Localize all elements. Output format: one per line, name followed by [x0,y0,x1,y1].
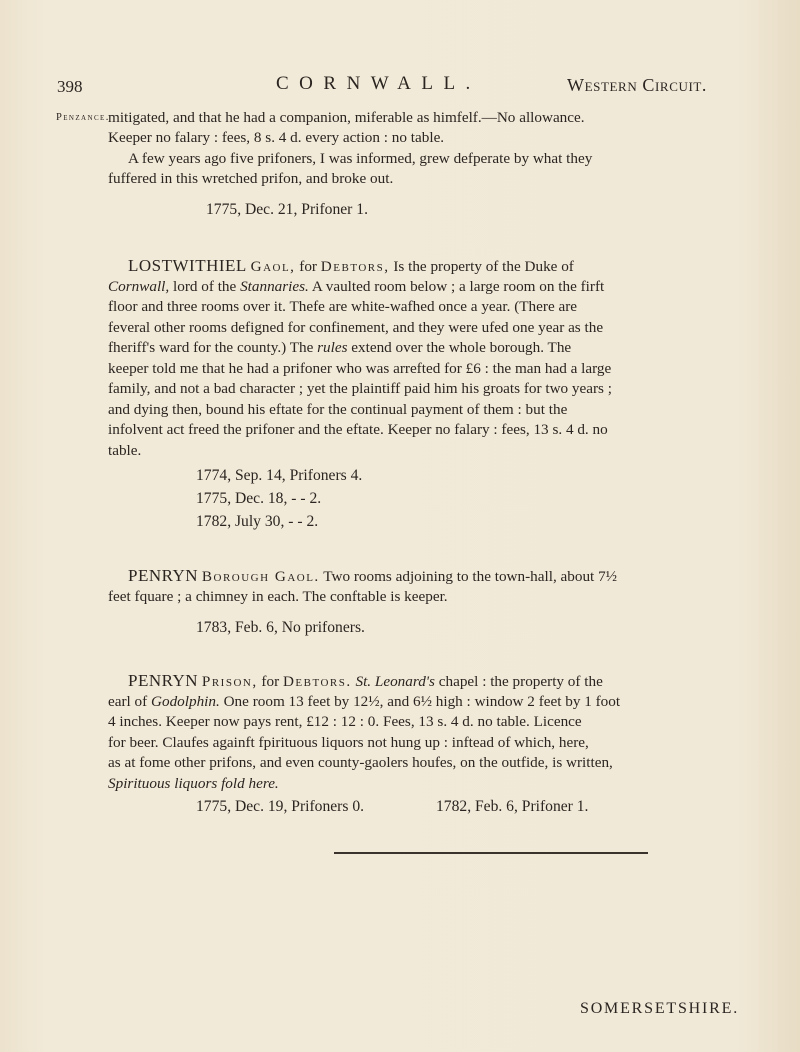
italic-line: Spirituous liquors fold here. [108,775,279,792]
section-heading-penryn-prison [128,671,603,691]
heading-rest: chapel : the property of the [438,673,603,690]
italic-word: St. Leonard's [355,673,435,690]
paragraph-line [108,775,279,793]
running-head: CORNWALL. [276,73,481,94]
paragraph-line: for beer. Claufes againft fpirituous liquors not hung up : inftead of which, here, [108,734,589,751]
visit-entry: 1774, Sep. 14, Prifoners 4. [196,467,363,484]
visit-entry: 1775, Dec. 21, Prifoner 1. [206,201,368,218]
margin-note: Penzance. [56,112,110,123]
paragraph-line: and dying then, bound his eftate for the continual payment of them : but the [108,401,568,418]
visit-entry: 1782, July 30, - - 2. [196,513,319,530]
italic-word: Godolphin. [151,693,220,710]
paragraph-line: fuffered in this wretched prifon, and broke out. [108,170,394,187]
paragraph-line: mitigated, and that he had a companion, miferable as himfelf.—No allowance. [108,109,585,126]
paragraph-line: feveral other rooms defigned for confinement, and they were ufed one year as the [108,319,604,336]
heading-word: Prison, [201,673,258,690]
paragraph-line: Keeper no falary : fees, 8 s. 4 d. every action : no table. [108,129,445,146]
italic-word: rules [317,339,348,356]
heading-word: for [299,258,317,275]
paragraph-line: floor and three rooms over it. Thefe are white-wafhed once a year. (There are [108,298,578,315]
visit-entry: 1782, Feb. 6, Prifoner 1. [436,798,589,815]
paragraph-line: 4 inches. Keeper now pays rent, £12 : 12 : 0. Fees, 13 s. 4 d. no table. Licence [108,713,582,730]
heading-word: Borough Gaol. [201,568,320,585]
section-divider [334,852,648,854]
heading-word: Debtors. [282,673,352,690]
paragraph-line: feet fquare ; a chimney in each. The conftable is keeper. [108,588,448,605]
paragraph-line: table. [108,442,142,459]
paragraph-line: fheriff's ward for the county.) The rules extend over the whole borough. The [108,339,572,356]
heading-word: for [261,673,280,690]
visit-entry: 1783, Feb. 6, No prifoners. [196,619,365,636]
place-name: LOSTWITHIEL [128,256,247,275]
heading-word: Gaol, [250,258,296,275]
paragraph-line: family, and not a bad character ; yet the plaintiff paid him his groats for two years ; [108,380,612,397]
paragraph-line: A few years ago five prifoners, I was informed, grew defperate by what they [128,150,593,167]
heading-word: Debtors, [320,258,390,275]
visit-entry: 1775, Dec. 19, Prifoners 0. [196,798,365,815]
catchword: SOMERSETSHIRE. [580,1000,739,1017]
page-number: 398 [57,77,83,96]
visit-entry: 1775, Dec. 18, - - 2. [196,490,322,507]
circuit-title: Western Circuit. [567,75,708,95]
paragraph-line: infolvent act freed the prifoner and the eftate. Keeper no falary : fees, 13 s. 4 d. no [108,421,608,438]
italic-word: Cornwall, [108,278,170,295]
heading-rest: Is the property of the Duke of [393,258,574,275]
section-heading-penryn-gaol [128,566,617,586]
section-heading-lostwithiel [128,256,574,276]
place-name: PENRYN [128,671,199,690]
place-name: PENRYN [128,566,199,585]
paragraph-line: Cornwall, lord of the Stannaries. A vaulted room below ; a large room on the firft [108,278,605,295]
heading-rest: Two rooms adjoining to the town-hall, about 7½ [323,568,618,585]
paragraph-line: as at fome other prifons, and even county-gaolers houfes, on the outfide, is written, [108,754,613,771]
paragraph-line: keeper told me that he had a prifoner who was arrefted for £6 : the man had a large [108,360,612,377]
italic-word: Stannaries. [240,278,309,295]
paragraph-line: earl of Godolphin. One room 13 feet by 12½, and 6½ high : window 2 feet by 1 foot [108,693,621,710]
